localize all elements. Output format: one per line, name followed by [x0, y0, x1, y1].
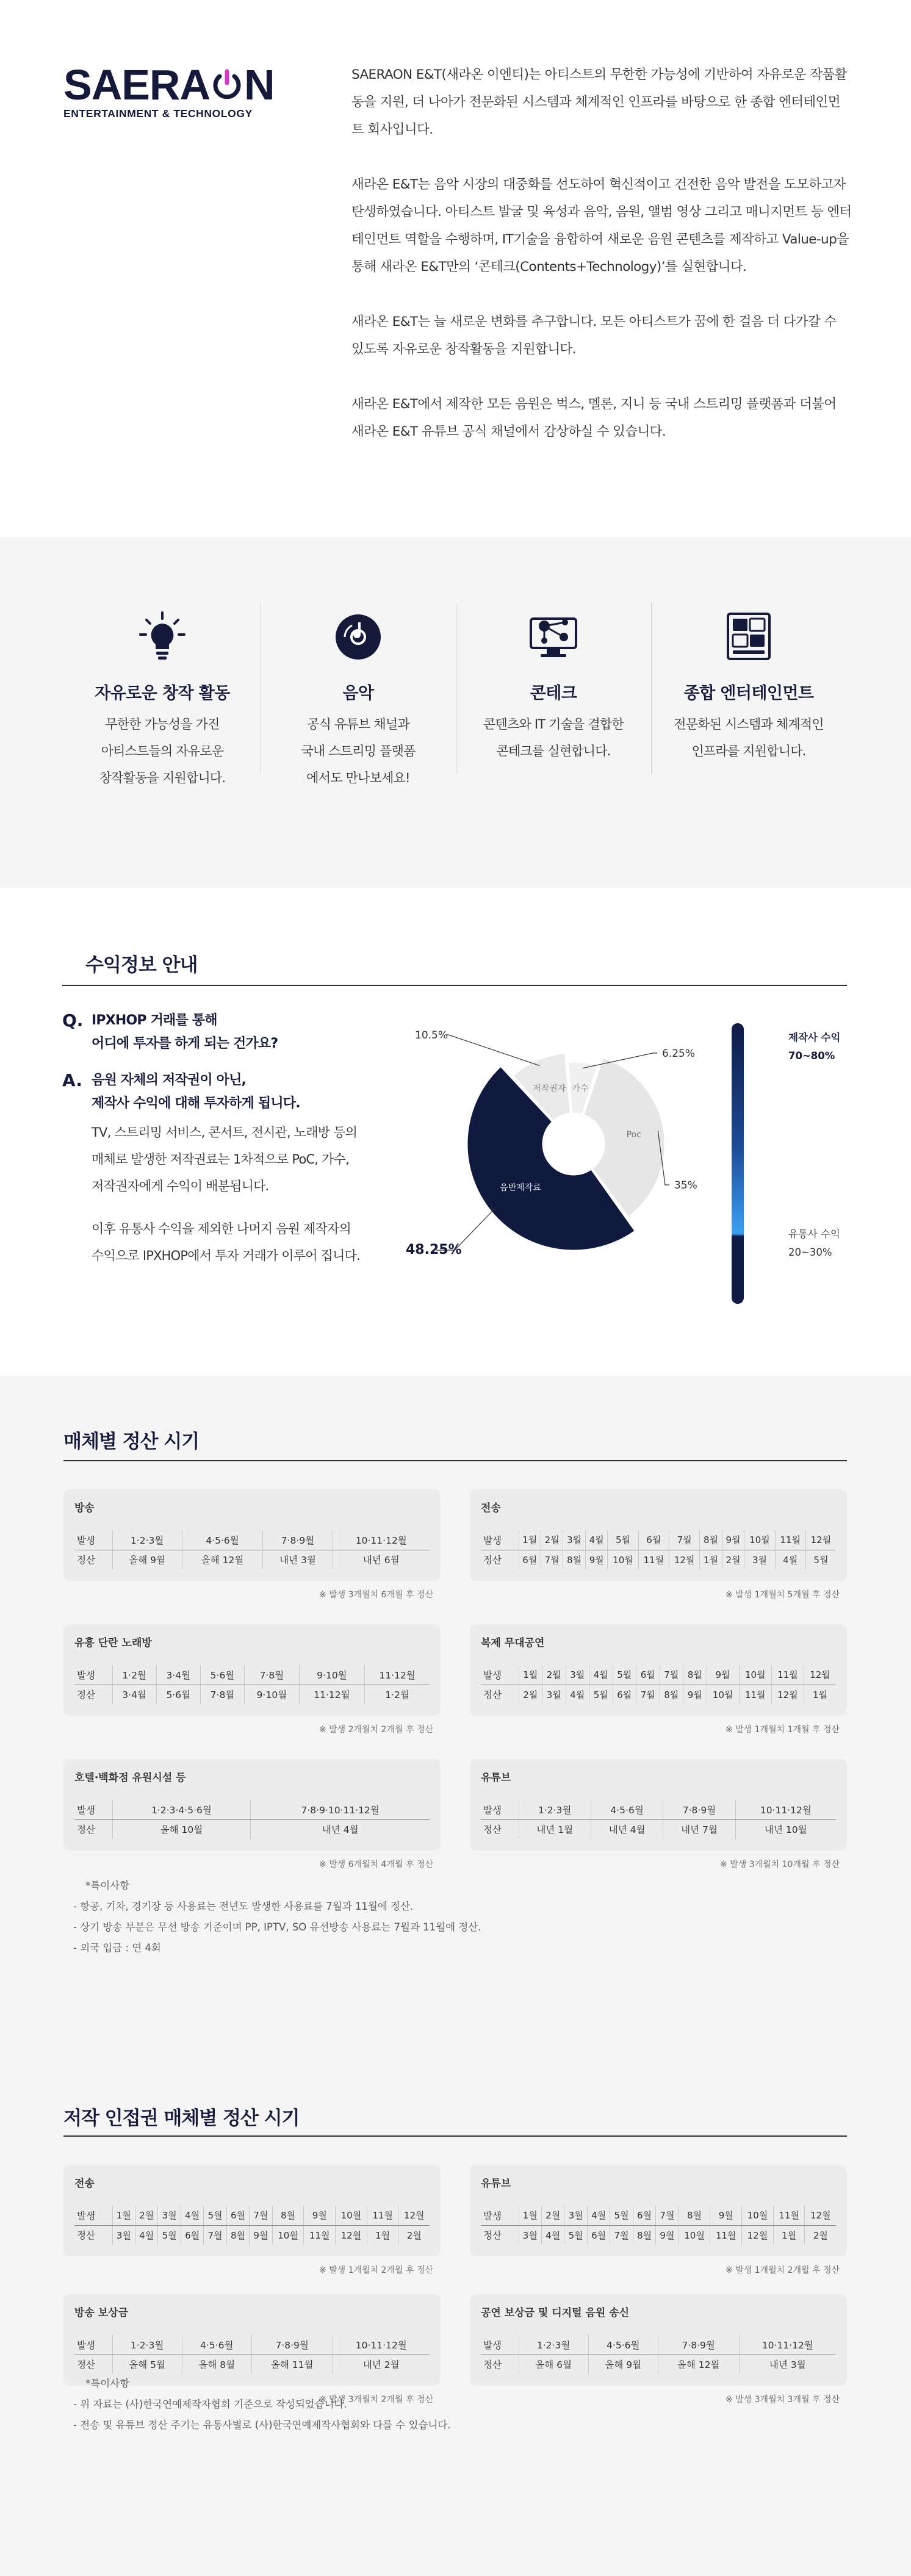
- table-cell: 4월: [587, 2206, 610, 2225]
- table-cell: 10·11·12월: [333, 1530, 430, 1550]
- settlement-table: [481, 1530, 836, 1569]
- table-row: [481, 1530, 836, 1550]
- pie-category-label: Poc: [626, 1130, 641, 1140]
- answer-block: [62, 1069, 392, 1115]
- table-cell: 1월: [773, 2225, 805, 2245]
- table-cell: 11월: [775, 1530, 805, 1550]
- table-cell: 11·12월: [365, 1665, 430, 1685]
- note-line: - 외국 입금 : 연 4회: [73, 1942, 161, 1954]
- settlement-title-underline: [63, 1460, 847, 1461]
- note-line: - 전송 및 유튜브 정산 주기는 유통사별로 (사)한국연예제작사협회와 다를 수 있습니다.: [73, 2419, 451, 2431]
- table-cell: 3·4월: [112, 1685, 156, 1704]
- row-label: 발생: [481, 2206, 519, 2225]
- bar-bottom-label: 유통사 수익 20~30%: [788, 1228, 840, 1258]
- table-cell: 5·6월: [200, 1665, 244, 1685]
- table-cell: 8월: [660, 1685, 683, 1704]
- row-label: 정산: [483, 1555, 502, 1566]
- settlement-table: [481, 2335, 836, 2374]
- table-cell: 9월: [656, 2225, 679, 2245]
- table-cell: 7월: [250, 2206, 272, 2225]
- table-cell: 5월: [805, 1550, 836, 1569]
- settlement-card: [63, 1489, 441, 1581]
- bar-top-label: 제작사 수익 70~80%: [788, 1032, 841, 1062]
- table-cell: 5월: [589, 1685, 613, 1704]
- card-title: 유튜브: [481, 2178, 511, 2190]
- table-cell: 5월: [608, 1530, 638, 1550]
- neighboring-notes: [73, 2373, 450, 2436]
- card-note: ※ 발생 3개월치 6개월 후 정산: [319, 1590, 433, 1600]
- table-cell: 7·8·9월: [663, 1800, 735, 1819]
- table-cell: 1월: [519, 1665, 542, 1685]
- table-cell: 10월: [742, 2206, 774, 2225]
- table-cell: 올해 5월: [112, 2355, 182, 2374]
- table-cell: 올해 12월: [658, 2355, 739, 2374]
- media-grid-icon: [724, 610, 773, 663]
- table-cell: 7월: [636, 1685, 660, 1704]
- table-row: [481, 2335, 836, 2355]
- table-cell: 12월: [805, 2206, 836, 2225]
- table-row: [481, 1665, 836, 1685]
- table-cell: 10월: [744, 1530, 775, 1550]
- feature-desc: 콘텐츠와 IT 기술을 결합한 콘테크를 실현합니다.: [483, 717, 624, 758]
- card-title: 유튜브: [481, 1772, 511, 1784]
- table-cell: 1월: [367, 2225, 398, 2245]
- table-row: [481, 1550, 836, 1569]
- table-cell: 내년 3월: [739, 2355, 836, 2374]
- table-row: [74, 1530, 430, 1550]
- table-cell: 올해 6월: [519, 2355, 588, 2374]
- row-label: 발생: [481, 2335, 519, 2355]
- card-note: ※ 발생 3개월치 10개월 후 정산: [720, 1860, 840, 1869]
- table-cell: 2월: [519, 1685, 542, 1704]
- table-row: [74, 1685, 430, 1704]
- table-cell: 2월: [541, 2206, 564, 2225]
- table-cell: 올해 12월: [182, 1550, 263, 1569]
- table-cell: 11월: [739, 1685, 771, 1704]
- table-cell: 9월: [585, 1550, 607, 1569]
- revenue-qa: [62, 1009, 392, 1269]
- table-row: [481, 1800, 836, 1819]
- settlement-table: [74, 2206, 430, 2245]
- note-line: - 상기 방송 부분은 무선 방송 기준이며 PP, IPTV, SO 유선방송 사용료는 7월과 11월에 정산.: [73, 1921, 481, 1933]
- row-label: 발생: [74, 1530, 112, 1550]
- table-cell: 3월: [112, 2225, 135, 2245]
- table-row: [74, 2225, 430, 2245]
- table-cell: 4월: [541, 2225, 564, 2245]
- card-note: ※ 발생 2개월치 2개월 후 정산: [319, 1725, 433, 1735]
- table-cell: 7·8·9·10·11·12월: [251, 1800, 430, 1819]
- q-letter: Q.: [62, 1010, 84, 1031]
- settlement-notes: [73, 1876, 481, 1959]
- table-cell: 8월: [683, 1665, 707, 1685]
- card-note: ※ 발생 3개월치 3개월 후 정산: [725, 2395, 840, 2405]
- table-cell: 10월: [608, 1550, 638, 1569]
- table-cell: 내년 3월: [263, 1550, 333, 1569]
- table-cell: 8월: [272, 2206, 304, 2225]
- table-cell: 10월: [679, 2225, 710, 2245]
- music-disc-icon: [334, 610, 383, 663]
- answer-text: 음원 자체의 저작권이 아닌, 제작사 수익에 대해 투자하게 됩니다.: [92, 1073, 300, 1111]
- card-title: 공연 보상금 및 디지털 음원 송신: [481, 2307, 630, 2319]
- card-title: 전송: [74, 2178, 95, 2190]
- table-cell: 6월: [519, 1550, 541, 1569]
- table-cell: 3월: [563, 1530, 585, 1550]
- table-cell: 1월: [700, 1550, 722, 1569]
- table-cell: 4·5·6월: [591, 1800, 663, 1819]
- neighboring-title-underline: [63, 2135, 847, 2137]
- settlement-card: [470, 1489, 847, 1581]
- table-row: [481, 2355, 836, 2374]
- table-cell: 4월: [775, 1550, 805, 1569]
- intro-paragraph: 새라온 E&T는 늘 새로운 변화를 추구합니다. 모든 아티스트가 꿈에 한 걸음 더 다가갈 수 있도록 자유로운 창작활동을 지원합니다.: [351, 314, 837, 357]
- settlement-table: [74, 1665, 430, 1704]
- card-title: 방송 보상금: [74, 2307, 129, 2319]
- pie-category-label: 저작권자: [533, 1084, 566, 1094]
- table-cell: 9월: [683, 1685, 707, 1704]
- table-cell: 5·6월: [156, 1685, 200, 1704]
- table-row: [74, 1819, 430, 1839]
- question-block: [62, 1009, 392, 1056]
- table-cell: 3월: [519, 2225, 541, 2245]
- table-cell: 7월: [204, 2225, 226, 2245]
- table-cell: 6월: [633, 2206, 655, 2225]
- feature-contech: [456, 610, 651, 765]
- answer-body-2: 이후 유통사 수익을 제외한 나머지 음원 제작자의 수익으로 IPXHOP에서 투자 거래가 이루어 집니다.: [92, 1221, 360, 1263]
- table-cell: 4월: [585, 1530, 607, 1550]
- settlement-card: [470, 2165, 847, 2256]
- intro-paragraph: 새라온 E&T에서 제작한 모든 음원은 벅스, 멜론, 지니 등 국내 스트리밍 플랫폼과 더불어 새라온 E&T 유튜브 공식 채널에서 감상하실 수 있습니다.: [351, 397, 837, 439]
- table-cell: 내년 2월: [333, 2355, 430, 2374]
- neighboring-title: 저작 인접권 매체별 정산 시기: [63, 2107, 300, 2129]
- table-cell: 6월: [638, 1530, 669, 1550]
- row-label: 발생: [74, 2335, 112, 2355]
- table-cell: 6월: [636, 1665, 660, 1685]
- table-cell: 12월: [398, 2206, 430, 2225]
- table-row: [74, 2206, 430, 2225]
- table-cell: 11월: [771, 1665, 804, 1685]
- table-cell: 12월: [669, 1550, 699, 1569]
- table-cell: 8월: [226, 2225, 249, 2245]
- table-cell: 올해 10월: [112, 1819, 251, 1839]
- table-cell: 6월: [226, 2206, 249, 2225]
- card-note: ※ 발생 3개월치 2개월 후 정산: [319, 2395, 433, 2405]
- table-cell: 8월: [679, 2206, 710, 2225]
- table-cell: 4월: [135, 2225, 157, 2245]
- card-title: 전송: [481, 1502, 501, 1514]
- table-cell: 12월: [771, 1685, 804, 1704]
- table-cell: 1월: [112, 2206, 135, 2225]
- table-cell: 올해 9월: [588, 2355, 658, 2374]
- table-cell: 11월: [638, 1550, 669, 1569]
- row-label: 정산: [77, 1689, 95, 1701]
- row-label: 발생: [74, 1800, 112, 1819]
- table-cell: 10·11·12월: [333, 2335, 430, 2355]
- note-line: - 항공, 기차, 경기장 등 사용료는 전년도 발생한 사용료를 7월과 11월에 정산.: [73, 1901, 414, 1912]
- table-cell: 8월: [563, 1550, 585, 1569]
- table-cell: 3월: [158, 2206, 181, 2225]
- table-cell: 5월: [610, 2206, 633, 2225]
- revenue-title-underline: [62, 985, 847, 986]
- pie-category-label: 가수: [572, 1084, 589, 1094]
- settlement-card: [470, 1624, 847, 1716]
- card-note: ※ 발생 1개월치 2개월 후 정산: [725, 2265, 840, 2275]
- feature-title: 종합 엔터테인먼트: [683, 684, 814, 703]
- monitor-network-icon: [526, 610, 581, 663]
- table-cell: 10월: [336, 2206, 367, 2225]
- row-label: 정산: [77, 2230, 95, 2242]
- table-row: [74, 1665, 430, 1685]
- table-cell: 9월: [707, 1665, 739, 1685]
- settlement-card: [63, 2165, 441, 2256]
- card-title: 복제 무대공연: [481, 1637, 545, 1649]
- settlement-table: [481, 1665, 836, 1704]
- row-label: 정산: [483, 2230, 502, 2242]
- table-cell: 1·2·3월: [112, 2335, 182, 2355]
- table-cell: 2월: [805, 2225, 836, 2245]
- table-cell: 10월: [272, 2225, 304, 2245]
- table-cell: 7·8·9월: [263, 1530, 333, 1550]
- table-row: [481, 1685, 836, 1704]
- table-cell: 내년 4월: [251, 1819, 430, 1839]
- table-cell: 5월: [564, 2225, 587, 2245]
- lightbulb-icon: [138, 610, 187, 663]
- revenue-title: 수익정보 안내: [85, 954, 198, 976]
- table-cell: 7월: [660, 1665, 683, 1685]
- feature-title: 자유로운 창작 활동: [95, 684, 230, 703]
- table-cell: 올해 8월: [182, 2355, 251, 2374]
- table-cell: 12월: [336, 2225, 367, 2245]
- table-row: [74, 1800, 430, 1819]
- table-cell: 10월: [739, 1665, 771, 1685]
- table-cell: 1·2·3월: [519, 2335, 588, 2355]
- table-cell: 10·11·12월: [739, 2335, 836, 2355]
- settlement-card: [63, 1624, 441, 1716]
- table-cell: 3월: [566, 1665, 589, 1685]
- settlement-title: 매체별 정산 시기: [63, 1431, 200, 1453]
- table-cell: 6월: [613, 1685, 636, 1704]
- revenue-pie-chart: [391, 1013, 732, 1281]
- table-cell: 3월: [542, 1685, 566, 1704]
- table-row: [481, 1819, 836, 1839]
- feature-music: [261, 610, 456, 791]
- table-cell: 1·2·3월: [112, 1530, 182, 1550]
- table-cell: 5월: [204, 2206, 226, 2225]
- table-cell: 12월: [805, 1530, 836, 1550]
- row-label: 정산: [77, 1555, 95, 1566]
- card-title: 방송: [74, 1502, 95, 1514]
- table-cell: 9·10월: [299, 1665, 364, 1685]
- table-cell: 3월: [564, 2206, 587, 2225]
- table-cell: 12월: [804, 1665, 836, 1685]
- answer-body-1: TV, 스트리밍 서비스, 콘서트, 전시관, 노래방 등의 매체로 발생한 저작권료는 1차적으로 PoC, 가수, 저작권자에게 수익이 배분됩니다.: [92, 1125, 358, 1193]
- table-cell: 내년 6월: [333, 1550, 430, 1569]
- table-cell: 10·11·12월: [735, 1800, 836, 1819]
- card-title: 유흥 단란 노래방: [74, 1637, 152, 1649]
- table-row: [74, 1550, 430, 1569]
- table-cell: 7·8월: [200, 1685, 244, 1704]
- settlement-table: [74, 1530, 430, 1569]
- table-cell: 7월: [656, 2206, 679, 2225]
- table-cell: 11월: [710, 2225, 742, 2245]
- feature-desc: 무한한 가능성을 가진 아티스트들의 자유로운 창작활동을 지원합니다.: [99, 717, 226, 785]
- table-cell: 11월: [773, 2206, 805, 2225]
- settlement-table: [481, 1800, 836, 1839]
- table-cell: 5월: [158, 2225, 181, 2245]
- intro-paragraph: 새라온 E&T는 음악 시장의 대중화를 선도하여 혁신적이고 건전한 음악 발전을 도모하고자 탄생하였습니다. 아티스트 발굴 및 육성과 음악, 음원, 앨범 영상 그리고 매니지먼트 등 엔터테인먼트 역할을 수행하며, IT기술을 융합하여 새로운 음원 콘텐츠를 제작하고 Value-up을 통해 새라온 E&T만의 ‘콘테크(Contents+Technology)’를 실현합니다.: [351, 177, 852, 275]
- row-label: 정산: [483, 1689, 502, 1701]
- table-cell: 1월: [804, 1685, 836, 1704]
- table-cell: 내년 7월: [663, 1819, 735, 1839]
- row-label: 발생: [74, 1665, 112, 1685]
- table-cell: 7·8·9월: [658, 2335, 739, 2355]
- row-label: 정산: [77, 2359, 95, 2371]
- intro-text: [351, 61, 852, 473]
- table-cell: 9·10월: [245, 1685, 300, 1704]
- table-cell: 7월: [610, 2225, 633, 2245]
- settlement-table: [481, 2206, 836, 2245]
- pie-value-label: 10.5%: [415, 1029, 448, 1042]
- table-cell: 4·5·6월: [182, 1530, 263, 1550]
- table-cell: 7월: [669, 1530, 699, 1550]
- a-letter: A.: [62, 1070, 82, 1090]
- table-cell: 8월: [633, 2225, 655, 2245]
- table-cell: 1·2·3·4·5·6월: [112, 1800, 251, 1819]
- row-label: 발생: [481, 1530, 519, 1550]
- note-line: *특이사항: [85, 1880, 130, 1891]
- feature-entertainment: [651, 610, 846, 765]
- table-cell: 9월: [304, 2206, 336, 2225]
- table-cell: 9월: [250, 2225, 272, 2245]
- table-cell: 9월: [710, 2206, 742, 2225]
- table-cell: 7·8·9월: [251, 2335, 333, 2355]
- table-cell: 5월: [613, 1665, 636, 1685]
- table-cell: 4월: [566, 1685, 589, 1704]
- pie-value-label: 35%: [674, 1179, 697, 1192]
- settlement-table: [74, 2335, 430, 2374]
- table-cell: 11·12월: [299, 1685, 364, 1704]
- logo-subtitle: ENTERTAINMENT & TECHNOLOGY: [63, 107, 253, 120]
- table-row: [74, 2335, 430, 2355]
- card-note: ※ 발생 1개월치 1개월 후 정산: [725, 1725, 840, 1735]
- feature-title: 콘테크: [530, 684, 577, 703]
- table-row: [74, 2355, 430, 2374]
- table-row: [481, 2225, 836, 2245]
- table-cell: 1·2월: [112, 1665, 156, 1685]
- table-cell: 2월: [398, 2225, 430, 2245]
- table-cell: 내년 4월: [591, 1819, 663, 1839]
- table-cell: 4·5·6월: [182, 2335, 251, 2355]
- settlement-card: [63, 2294, 441, 2386]
- table-cell: 내년 10월: [735, 1819, 836, 1839]
- row-label: 정산: [77, 1824, 95, 1836]
- power-icon: [211, 68, 243, 101]
- table-cell: 8월: [700, 1530, 722, 1550]
- table-cell: 6월: [587, 2225, 610, 2245]
- card-note: ※ 발생 1개월치 5개월 후 정산: [725, 1590, 840, 1600]
- table-cell: 2월: [542, 1665, 566, 1685]
- row-label: 발생: [74, 2206, 112, 2225]
- feature-title: 음악: [342, 684, 374, 703]
- table-cell: 2월: [135, 2206, 157, 2225]
- table-cell: 올해 11월: [251, 2355, 333, 2374]
- settlement-card: [63, 1759, 441, 1851]
- card-note: ※ 발생 6개월치 4개월 후 정산: [319, 1860, 433, 1869]
- table-cell: 올해 9월: [112, 1550, 182, 1569]
- question-text: IPXHOP 거래를 통해 어디에 투자를 하게 되는 건가요?: [92, 1013, 278, 1051]
- table-cell: 4월: [589, 1665, 613, 1685]
- table-cell: 6월: [181, 2225, 203, 2245]
- table-cell: 7·8월: [245, 1665, 300, 1685]
- table-cell: 1월: [519, 1530, 541, 1550]
- table-cell: 4월: [181, 2206, 203, 2225]
- note-line: - 위 자료는 (사)한국연예제작자협회 기준으로 작성되었습니다.: [73, 2398, 347, 2410]
- table-cell: 2월: [541, 1530, 563, 1550]
- feature-creative: [65, 610, 260, 791]
- row-label: 발생: [481, 1665, 519, 1685]
- table-row: [481, 2206, 836, 2225]
- settlement-card: [470, 1759, 847, 1851]
- table-cell: 11월: [304, 2225, 336, 2245]
- pie-value-label: 6.25%: [662, 1048, 696, 1060]
- table-cell: 1월: [519, 2206, 541, 2225]
- feature-desc: 공식 유튜브 채널과 국내 스트리밍 플랫폼 에서도 만나보세요!: [301, 717, 416, 785]
- saeraon-logo: [63, 63, 283, 120]
- table-cell: 내년 1월: [519, 1819, 591, 1839]
- table-cell: 12월: [742, 2225, 774, 2245]
- table-cell: 3·4월: [156, 1665, 200, 1685]
- note-line: *특이사항: [85, 2378, 130, 2389]
- table-cell: 3월: [744, 1550, 775, 1569]
- table-cell: 11월: [367, 2206, 398, 2225]
- table-cell: 1·2월: [365, 1685, 430, 1704]
- pie-category-label: 음반제작료: [500, 1183, 541, 1193]
- table-cell: 2월: [722, 1550, 744, 1569]
- row-label: 발생: [481, 1800, 519, 1819]
- table-cell: 9월: [722, 1530, 744, 1550]
- feature-desc: 전문화된 시스템과 체계적인 인프라를 지원합니다.: [674, 717, 824, 758]
- table-cell: 10월: [707, 1685, 739, 1704]
- table-cell: 7월: [541, 1550, 563, 1569]
- card-title: 호텔·백화점 유원시설 등: [74, 1772, 186, 1784]
- table-cell: 4·5·6월: [588, 2335, 658, 2355]
- row-label: 정산: [483, 1824, 502, 1836]
- logo-wordmark: SAERA N: [63, 61, 275, 109]
- revenue-split-bar: [730, 1022, 746, 1306]
- pie-leader-line: [445, 1035, 539, 1066]
- intro-paragraph: SAERAON E&T(새라온 이엔티)는 아티스트의 무한한 가능성에 기반하여 자유로운 작품활동을 지원, 더 나아가 전문화된 시스템과 체계적인 인프라를 바탕으로 한 종합 엔터테인먼트 회사입니다.: [351, 67, 847, 137]
- pie-value-label: 48.25%: [406, 1242, 462, 1257]
- settlement-card: [470, 2294, 847, 2386]
- settlement-table: [74, 1800, 430, 1839]
- table-cell: 1·2·3월: [519, 1800, 591, 1819]
- card-note: ※ 발생 1개월치 2개월 후 정산: [319, 2265, 433, 2275]
- row-label: 정산: [483, 2359, 502, 2371]
